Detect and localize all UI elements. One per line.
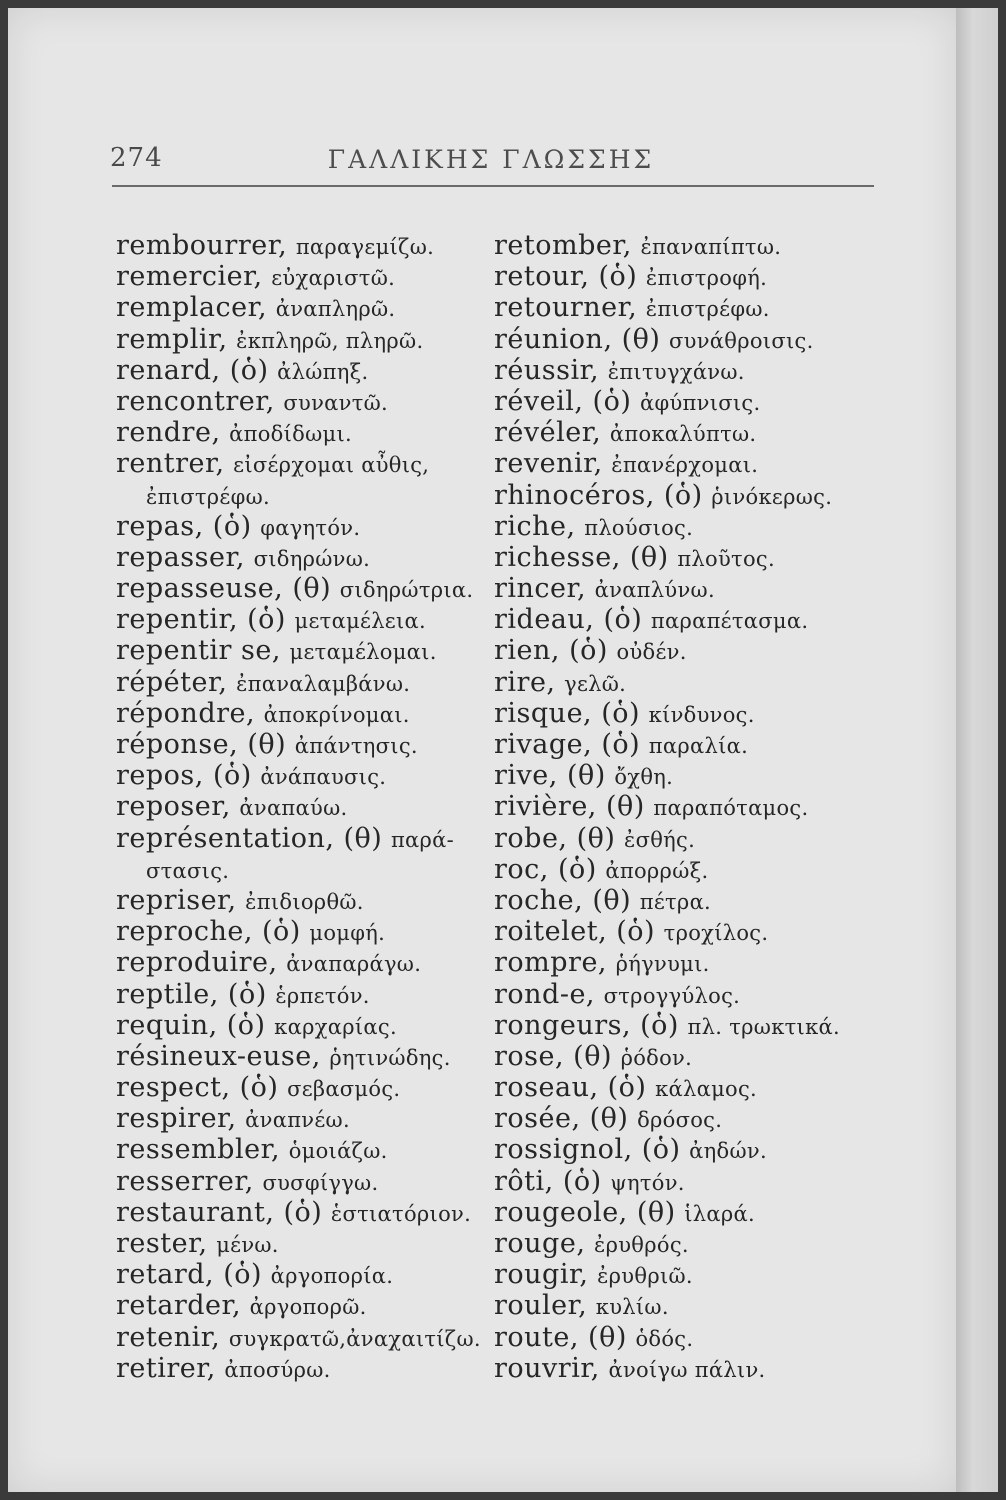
dictionary-entry bbox=[116, 542, 481, 573]
greek-translation: εἰσέρχομαι αὖθις, bbox=[233, 453, 430, 478]
french-headword: rose, (θ) bbox=[494, 1040, 612, 1072]
french-headword: retirer, bbox=[116, 1352, 216, 1384]
french-headword: roc, (ὁ) bbox=[494, 853, 597, 885]
dictionary-entry bbox=[494, 916, 840, 947]
french-headword: respirer, bbox=[116, 1103, 237, 1135]
greek-translation: μένω. bbox=[216, 1233, 279, 1257]
greek-translation: συγκρατῶ,ἀναχαιτίζω. bbox=[228, 1326, 481, 1351]
greek-translation: ἀποκρίνομαι. bbox=[263, 702, 410, 727]
french-headword: route, (θ) bbox=[494, 1321, 627, 1353]
dictionary-entry bbox=[494, 791, 840, 822]
greek-translation: εὐχαριστῶ. bbox=[271, 266, 396, 291]
greek-translation: ἀπάντησις. bbox=[294, 734, 418, 758]
dictionary-entry bbox=[494, 1072, 840, 1103]
french-headword: rivière, (θ) bbox=[494, 791, 645, 823]
dictionary-entry bbox=[116, 448, 481, 479]
greek-translation: ἑρπετόν. bbox=[275, 983, 370, 1008]
french-headword: révéler, bbox=[494, 417, 602, 449]
greek-translation: ἀπορρώξ. bbox=[605, 858, 709, 883]
french-headword: rossignol, (ὁ) bbox=[494, 1134, 681, 1166]
greek-translation: συνάθροισις. bbox=[669, 328, 814, 353]
greek-translation: ἀνοίγω πάλιν. bbox=[608, 1357, 766, 1382]
greek-translation: ῥόδον. bbox=[620, 1045, 693, 1070]
dictionary-entry bbox=[494, 511, 840, 542]
greek-translation: παραλία. bbox=[648, 734, 749, 758]
greek-translation: ἀναπνέω. bbox=[245, 1108, 350, 1133]
greek-translation: συσφίγγω. bbox=[262, 1170, 379, 1195]
dictionary-entry bbox=[116, 386, 481, 417]
greek-translation: μεταμέλεια. bbox=[294, 609, 426, 634]
french-headword: réunion, (θ) bbox=[494, 323, 661, 355]
dictionary-entry bbox=[116, 292, 481, 323]
french-headword: repos, (ὁ) bbox=[116, 760, 252, 792]
dictionary-entry bbox=[494, 355, 840, 386]
dictionary-entry bbox=[494, 1041, 840, 1072]
dictionary-entry bbox=[116, 1290, 481, 1321]
greek-translation: ἐπιστρέφω. bbox=[146, 484, 270, 509]
greek-translation: κάλαμος. bbox=[655, 1077, 758, 1102]
french-headword: réussir, bbox=[494, 354, 600, 386]
french-headword: rentrer, bbox=[116, 448, 225, 480]
french-headword: rembourrer, bbox=[116, 230, 288, 261]
dictionary-entry bbox=[494, 979, 840, 1010]
greek-translation: μομφή. bbox=[309, 921, 386, 946]
running-title: ΓΑΛΛΙΚΗΣ ΓΛΩΣΣΗΣ bbox=[327, 145, 655, 174]
greek-translation: ῥινόκερως. bbox=[711, 484, 833, 509]
french-headword: repriser, bbox=[116, 884, 237, 916]
french-headword: restaurant, (ὁ) bbox=[116, 1196, 323, 1228]
greek-translation: ἀναπαράγω. bbox=[286, 952, 422, 977]
greek-translation: ἐπανέρχομαι. bbox=[611, 453, 759, 478]
greek-translation: πέτρα. bbox=[639, 889, 712, 914]
dictionary-entry bbox=[494, 542, 840, 573]
french-headword: rive, (θ) bbox=[494, 760, 606, 792]
french-headword: requin, (ὁ) bbox=[116, 1009, 266, 1041]
french-headword: revenir, bbox=[494, 448, 603, 480]
dictionary-entry bbox=[116, 791, 481, 822]
greek-translation: ἀργοπορῶ. bbox=[249, 1295, 367, 1320]
french-headword: retour, (ὁ) bbox=[494, 261, 638, 293]
french-headword: retourner, bbox=[494, 292, 638, 324]
french-headword: richesse, (θ) bbox=[494, 541, 669, 573]
dictionary-entry bbox=[494, 292, 840, 323]
french-headword: rincer, bbox=[494, 573, 587, 605]
dictionary-entry bbox=[116, 1072, 481, 1103]
greek-translation: ἀργοπορία. bbox=[270, 1264, 394, 1289]
right-column bbox=[494, 230, 840, 1384]
greek-translation: ἑστιατόριον. bbox=[330, 1201, 472, 1226]
dictionary-entry bbox=[116, 261, 481, 292]
greek-translation: ἐρυθρός. bbox=[594, 1233, 689, 1257]
greek-translation: κυλίω. bbox=[595, 1295, 669, 1320]
dictionary-entry bbox=[494, 1259, 840, 1290]
french-headword: réveil, (ὁ) bbox=[494, 385, 632, 417]
header-rule bbox=[112, 185, 874, 187]
french-headword: retenir, bbox=[116, 1321, 221, 1353]
french-headword: rouvrir, bbox=[494, 1352, 600, 1384]
dictionary-entry bbox=[494, 885, 840, 916]
greek-translation: τροχίλος. bbox=[663, 921, 769, 946]
french-headword: riche, bbox=[494, 510, 576, 542]
french-headword: retarder, bbox=[116, 1290, 242, 1322]
greek-translation: ἐπαναλαμβάνω. bbox=[236, 671, 411, 696]
greek-translation: πλοῦτος. bbox=[677, 546, 775, 571]
french-headword: repasser, bbox=[116, 541, 245, 573]
greek-translation: ὁμοιάζω. bbox=[288, 1139, 388, 1164]
dictionary-entry bbox=[116, 729, 481, 760]
french-headword: remplir, bbox=[116, 323, 228, 355]
dictionary-entry bbox=[116, 511, 481, 542]
french-headword: repentir se, bbox=[116, 635, 281, 667]
greek-translation: πλ. τρωκτικά. bbox=[687, 1014, 840, 1039]
dictionary-entry bbox=[116, 854, 481, 885]
dictionary-entry bbox=[494, 1010, 840, 1041]
dictionary-entry bbox=[116, 916, 481, 947]
french-headword: reproche, (ὁ) bbox=[116, 916, 301, 948]
greek-translation: ῥητινώδης. bbox=[329, 1045, 451, 1070]
french-headword: risque, (ὁ) bbox=[494, 697, 641, 729]
dictionary-entry bbox=[116, 1010, 481, 1041]
french-headword: reptile, (ὁ) bbox=[116, 978, 267, 1010]
french-headword: rien, (ὁ) bbox=[494, 635, 608, 667]
dictionary-entry bbox=[494, 1322, 840, 1353]
dictionary-entry bbox=[494, 729, 840, 760]
french-headword: réponse, (θ) bbox=[116, 729, 287, 760]
french-headword: rideau, (ὁ) bbox=[494, 604, 643, 636]
greek-translation: συναντῶ. bbox=[283, 390, 389, 415]
french-headword: roche, (θ) bbox=[494, 884, 632, 916]
dictionary-entry bbox=[494, 1197, 840, 1228]
dictionary-entry bbox=[116, 230, 481, 261]
french-headword: rongeurs, (ὁ) bbox=[494, 1009, 679, 1041]
french-headword: renard, (ὁ) bbox=[116, 354, 269, 386]
french-headword: rouler, bbox=[494, 1290, 588, 1322]
french-headword: rendre, bbox=[116, 417, 221, 449]
dictionary-entry bbox=[116, 885, 481, 916]
greek-translation: ἐπιδιορθῶ. bbox=[245, 889, 364, 914]
dictionary-entry bbox=[116, 1134, 481, 1165]
greek-translation: ἀποσύρω. bbox=[224, 1357, 331, 1382]
dictionary-entry bbox=[116, 1041, 481, 1072]
dictionary-entry bbox=[494, 386, 840, 417]
french-headword: retomber, bbox=[494, 230, 632, 261]
greek-translation: παρά- bbox=[390, 827, 455, 852]
greek-translation: ψητόν. bbox=[610, 1170, 685, 1195]
dictionary-entry bbox=[494, 698, 840, 729]
dictionary-entry bbox=[116, 1228, 481, 1259]
dictionary-entry bbox=[494, 1166, 840, 1197]
dictionary-entry bbox=[494, 417, 840, 448]
dictionary-entry bbox=[116, 480, 481, 511]
french-headword: rencontrer, bbox=[116, 385, 275, 417]
french-headword: remercier, bbox=[116, 261, 263, 293]
french-headword: rhinocéros, (ὁ) bbox=[494, 479, 703, 511]
french-headword: rompre, bbox=[494, 947, 608, 979]
french-headword: reposer, bbox=[116, 791, 231, 823]
dictionary-entry bbox=[116, 355, 481, 386]
greek-translation: παραπόταμος. bbox=[653, 796, 809, 821]
french-headword: rougir, bbox=[494, 1259, 589, 1291]
greek-translation: ἐπιτυγχάνω. bbox=[607, 359, 745, 384]
french-headword: respect, (ὁ) bbox=[116, 1072, 279, 1104]
greek-translation: ὄχθη. bbox=[614, 765, 674, 790]
dictionary-entry bbox=[494, 667, 840, 698]
dictionary-entry bbox=[494, 480, 840, 511]
french-headword: ressembler, bbox=[116, 1134, 281, 1166]
dictionary-entry bbox=[494, 760, 840, 791]
greek-translation: ῥήγνυμι. bbox=[615, 952, 710, 977]
greek-translation: σιδηρώτρια. bbox=[339, 578, 474, 603]
greek-translation: ἐκπληρῶ, πληρῶ. bbox=[236, 328, 424, 353]
page-header bbox=[110, 143, 872, 183]
dictionary-entry bbox=[116, 1197, 481, 1228]
greek-translation: μεταμέλομαι. bbox=[289, 640, 437, 665]
greek-translation: ἀποδίδωμι. bbox=[229, 422, 352, 447]
dictionary-entry bbox=[494, 1134, 840, 1165]
french-headword: reproduire, bbox=[116, 947, 278, 979]
dictionary-entry bbox=[494, 635, 840, 666]
page-number: 274 bbox=[110, 143, 163, 173]
greek-translation: πλούσιος. bbox=[584, 515, 694, 540]
greek-translation: ἀναπαύω. bbox=[239, 796, 348, 821]
dictionary-entry bbox=[116, 823, 481, 854]
greek-translation: ἀναπλύνω. bbox=[594, 578, 715, 603]
dictionary-entry bbox=[494, 573, 840, 604]
dictionary-entry bbox=[494, 1228, 840, 1259]
french-headword: resserrer, bbox=[116, 1165, 254, 1197]
greek-translation: ἐπαναπίπτω. bbox=[640, 235, 782, 259]
french-headword: robe, (θ) bbox=[494, 822, 616, 854]
french-headword: résineux-euse, bbox=[116, 1040, 321, 1072]
greek-translation: δρόσος. bbox=[637, 1108, 723, 1133]
greek-translation: φαγητόν. bbox=[260, 515, 361, 540]
french-headword: retard, (ὁ) bbox=[116, 1259, 263, 1291]
french-headword: repentir, (ὁ) bbox=[116, 604, 286, 636]
french-headword: rougeole, (θ) bbox=[494, 1196, 676, 1228]
dictionary-entry bbox=[494, 230, 840, 261]
left-column bbox=[116, 230, 481, 1384]
dictionary-entry bbox=[116, 635, 481, 666]
dictionary-entry bbox=[494, 448, 840, 479]
greek-translation: ἐσθής. bbox=[624, 827, 696, 852]
french-headword: rouge, bbox=[494, 1228, 586, 1259]
greek-translation: ἀλώπηξ. bbox=[277, 359, 369, 384]
greek-translation: σιδηρώνω. bbox=[253, 546, 371, 571]
greek-translation: ἐπιστρέφω. bbox=[645, 297, 770, 322]
dictionary-entry bbox=[116, 1166, 481, 1197]
greek-translation: στρογγύλος. bbox=[603, 983, 741, 1008]
greek-translation: ἀποκαλύπτω. bbox=[609, 422, 757, 447]
dictionary-entry bbox=[116, 1353, 481, 1384]
greek-translation: ἐρυθριῶ. bbox=[597, 1264, 693, 1289]
greek-translation: ἀφύπνισις. bbox=[639, 390, 761, 415]
greek-translation: ἱλαρά. bbox=[684, 1201, 755, 1226]
french-headword: répondre, bbox=[116, 697, 256, 729]
french-headword: répéter, bbox=[116, 666, 228, 698]
greek-translation: καρχαρίας. bbox=[274, 1014, 397, 1039]
dictionary-entry bbox=[116, 698, 481, 729]
dictionary-entry bbox=[116, 667, 481, 698]
dictionary-entry bbox=[116, 417, 481, 448]
greek-translation: ἀνάπαυσις. bbox=[260, 765, 387, 790]
greek-translation: ὁδός. bbox=[635, 1326, 694, 1351]
greek-translation: οὐδέν. bbox=[616, 640, 687, 665]
dictionary-entry bbox=[116, 1259, 481, 1290]
french-headword: rôti, (ὁ) bbox=[494, 1165, 602, 1197]
french-headword: rosée, (θ) bbox=[494, 1103, 629, 1135]
greek-translation: στασις. bbox=[146, 858, 230, 883]
dictionary-entry bbox=[494, 854, 840, 885]
dictionary-entry bbox=[116, 979, 481, 1010]
french-headword: repasseuse, (θ) bbox=[116, 573, 332, 605]
dictionary-entry bbox=[116, 760, 481, 791]
dictionary-entry bbox=[116, 1103, 481, 1134]
dictionary-entry bbox=[116, 573, 481, 604]
french-headword: rivage, (ὁ) bbox=[494, 729, 641, 760]
greek-translation: γελῶ. bbox=[564, 671, 627, 696]
greek-translation: σεβασμός. bbox=[287, 1077, 401, 1102]
dictionary-entry bbox=[494, 324, 840, 355]
dictionary-entry bbox=[116, 324, 481, 355]
french-headword: rire, bbox=[494, 666, 556, 698]
french-headword: rester, bbox=[116, 1228, 208, 1259]
dictionary-entry bbox=[116, 1322, 481, 1353]
french-headword: repas, (ὁ) bbox=[116, 510, 252, 542]
greek-translation: παραγεμίζω. bbox=[295, 235, 435, 259]
dictionary-entry bbox=[494, 1103, 840, 1134]
dictionary-entry bbox=[494, 604, 840, 635]
greek-translation: κίνδυνος. bbox=[648, 702, 755, 727]
french-headword: roseau, (ὁ) bbox=[494, 1072, 647, 1104]
dictionary-entry bbox=[494, 823, 840, 854]
french-headword: représentation, (θ) bbox=[116, 822, 383, 854]
dictionary-entry bbox=[494, 1353, 840, 1384]
french-headword: roitelet, (ὁ) bbox=[494, 916, 656, 948]
dictionary-entry bbox=[116, 947, 481, 978]
greek-translation: παραπέτασμα. bbox=[650, 609, 809, 634]
greek-translation: ἀναπληρῶ. bbox=[275, 297, 396, 322]
french-headword: remplacer, bbox=[116, 292, 268, 324]
dictionary-entry bbox=[494, 947, 840, 978]
dictionary-entry bbox=[116, 604, 481, 635]
page-edge-shadow bbox=[956, 8, 998, 1492]
dictionary-entry bbox=[494, 1290, 840, 1321]
dictionary-entry bbox=[494, 261, 840, 292]
greek-translation: ἀηδών. bbox=[689, 1139, 767, 1164]
greek-translation: ἐπιστροφή. bbox=[645, 266, 768, 291]
french-headword: rond-e, bbox=[494, 978, 596, 1010]
